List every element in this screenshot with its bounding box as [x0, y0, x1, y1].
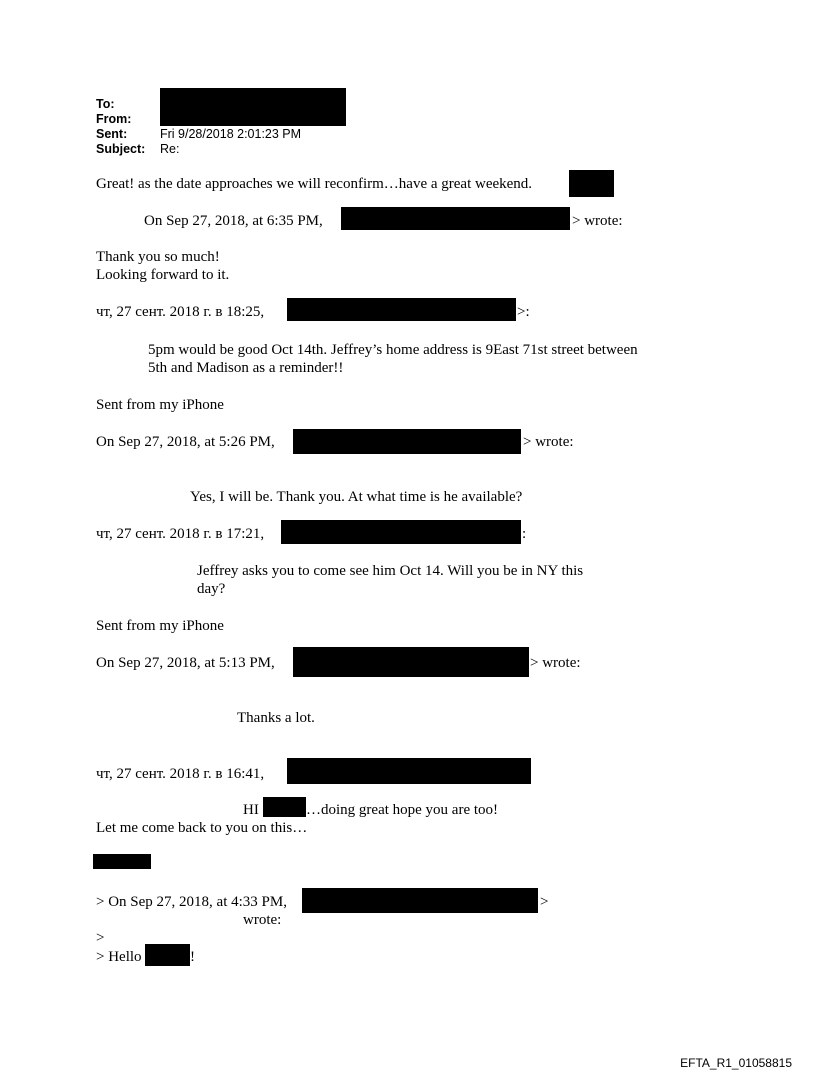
line-yes-i-will-be: Yes, I will be. Thank you. At what time is he available?: [190, 489, 523, 505]
redaction-signature-2: [93, 854, 151, 869]
line-5pm: 5pm would be good Oct 14th. Jeffrey’s home address is 9East 71st street between: [148, 342, 638, 358]
line-jeffrey-asks: Jeffrey asks you to come see him Oct 14. Will you be in NY this: [197, 563, 584, 579]
quote-header-433-wrote: wrote:: [243, 912, 282, 928]
quote-header-526: On Sep 27, 2018, at 5:26 PM,: [96, 434, 275, 450]
line-hello: > Hello: [96, 949, 142, 965]
line-hi: HI: [243, 802, 259, 818]
redaction-to-from: [160, 88, 346, 126]
quote-header-1721-end: :: [522, 526, 527, 542]
sent-value: Fri 9/28/2018 2:01:23 PM: [160, 127, 302, 141]
quote-header-513: On Sep 27, 2018, at 5:13 PM,: [96, 655, 275, 671]
redaction-sender-526: [293, 429, 521, 454]
redaction-name-hi: [263, 797, 306, 817]
line-hello-end: !: [190, 949, 195, 965]
redaction-sender-1825: [287, 298, 516, 321]
line-quote-marker: >: [96, 930, 105, 946]
redaction-sender-1641: [287, 758, 531, 784]
quote-header-635: On Sep 27, 2018, at 6:35 PM,: [144, 213, 323, 229]
line-thank-you: Thank you so much!: [96, 249, 220, 265]
subject-label: Subject:: [96, 142, 146, 156]
document-id: EFTA_R1_01058815: [680, 1056, 792, 1070]
subject-value: Re:: [160, 142, 180, 156]
quote-header-635-wrote: > wrote:: [572, 213, 623, 229]
line-looking-forward: Looking forward to it.: [96, 267, 230, 283]
to-label: To:: [96, 97, 115, 111]
line-doing-great: …doing great hope you are too!: [306, 802, 499, 818]
quote-header-1721: чт, 27 сент. 2018 г. в 17:21,: [96, 526, 265, 542]
quote-header-526-wrote: > wrote:: [523, 434, 574, 450]
line-sent-iphone-1: Sent from my iPhone: [96, 397, 224, 413]
quote-header-433: > On Sep 27, 2018, at 4:33 PM,: [96, 894, 287, 910]
redaction-sender-433: [302, 888, 538, 913]
quote-header-1641: чт, 27 сент. 2018 г. в 16:41,: [96, 766, 265, 782]
line-sent-iphone-2: Sent from my iPhone: [96, 618, 224, 634]
redaction-sender-513: [293, 647, 529, 677]
line-day: day?: [197, 581, 226, 597]
redaction-signature-1: [569, 170, 614, 197]
redaction-sender-1721: [281, 520, 521, 544]
quote-header-1825-end: >:: [517, 304, 530, 320]
sent-label: Sent:: [96, 127, 128, 141]
redaction-name-hello: [145, 944, 190, 966]
line-great: Great! as the date approaches we will reconfirm…have a great weekend.: [96, 176, 533, 192]
quote-header-433-end: >: [540, 894, 549, 910]
line-thanks-a-lot: Thanks a lot.: [237, 710, 315, 726]
line-5th-madison: 5th and Madison as a reminder!!: [148, 360, 344, 376]
quote-header-1825: чт, 27 сент. 2018 г. в 18:25,: [96, 304, 265, 320]
redaction-sender-635: [341, 207, 570, 230]
line-come-back: Let me come back to you on this…: [96, 820, 308, 836]
from-label: From:: [96, 112, 132, 126]
quote-header-513-wrote: > wrote:: [530, 655, 581, 671]
